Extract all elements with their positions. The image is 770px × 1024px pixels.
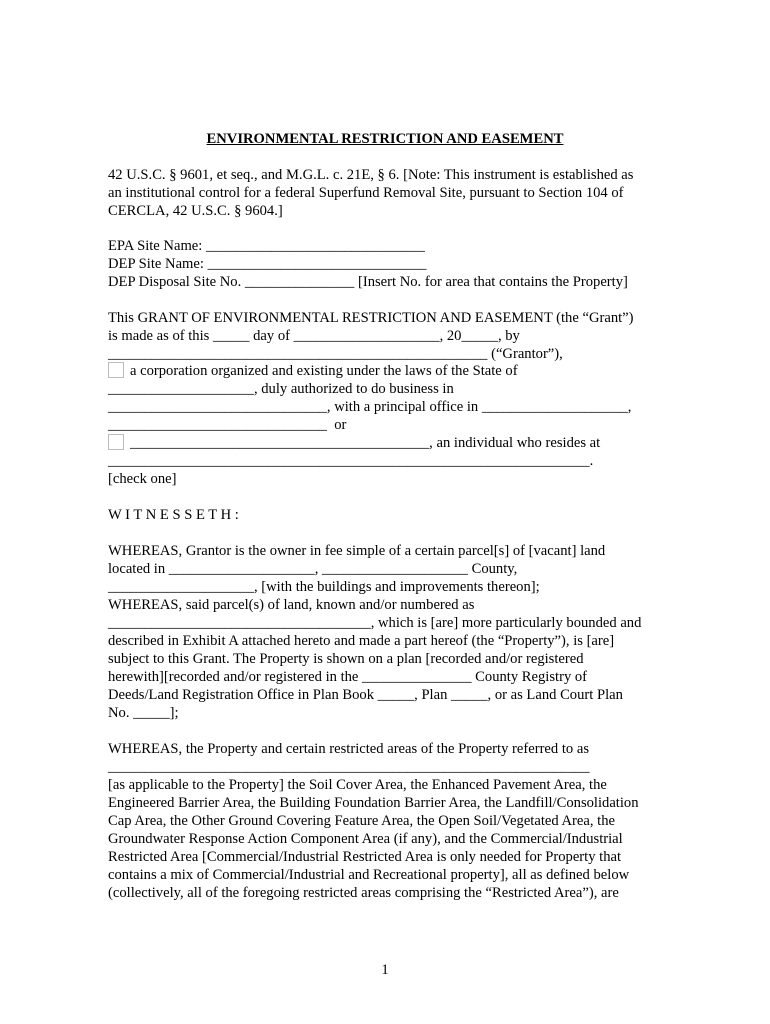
whereas-line: located in ____________________, ____________________ County, bbox=[108, 561, 518, 577]
corporation-option-line: ______________________________ or bbox=[108, 417, 347, 433]
epa-site-name: EPA Site Name: ______________________________ bbox=[108, 238, 425, 254]
whereas-line: Restricted Area [Commercial/Industrial Restricted Area is only needed for Property that bbox=[108, 849, 622, 865]
corporation-option-label: a corporation organized and existing under the laws of the State of bbox=[130, 363, 518, 379]
whereas-line: WHEREAS, Grantor is the owner in fee simple of a certain parcel[s] of [vacant] land bbox=[108, 543, 606, 559]
whereas-line: contains a mix of Commercial/Industrial and Recreational property], all as defined below bbox=[108, 867, 630, 883]
intro-line: CERCLA, 42 U.S.C. § 9604.] bbox=[108, 203, 283, 219]
document-title: ENVIRONMENTAL RESTRICTION AND EASEMENT bbox=[206, 131, 564, 147]
whereas-line: __________________________________________________________________ bbox=[108, 759, 590, 775]
whereas-line: subject to this Grant. The Property is shown on a plan [recorded and/or registered bbox=[108, 651, 584, 667]
corporation-option-line: ______________________________, with a principal office in ____________________, bbox=[108, 399, 632, 415]
whereas-line: (collectively, all of the foregoing restricted areas comprising the “Restricted Area”), are bbox=[108, 885, 619, 901]
whereas-line: No. _____]; bbox=[108, 705, 179, 721]
whereas-line: ____________________, [with the buildings and improvements thereon]; bbox=[108, 579, 540, 595]
corporation-checkbox[interactable] bbox=[108, 362, 124, 378]
dep-disposal-site-no: DEP Disposal Site No. _______________ [Insert No. for area that contains the Property] bbox=[108, 274, 628, 290]
whereas-line: WHEREAS, the Property and certain restricted areas of the Property referred to as bbox=[108, 741, 590, 757]
whereas-line: Groundwater Response Action Component Area (if any), and the Commercial/Industrial bbox=[108, 831, 623, 847]
whereas-line: Deeds/Land Registration Office in Plan Book _____, Plan _____, or as Land Court Plan bbox=[108, 687, 623, 703]
whereas-line: described in Exhibit A attached hereto and made a part hereof (the “Property”), is [are] bbox=[108, 633, 615, 649]
individual-option-line: __________________________________________________________________. bbox=[108, 453, 594, 469]
whereas-line: ____________________________________, which is [are] more particularly bounded and bbox=[108, 615, 642, 631]
individual-checkbox[interactable] bbox=[108, 434, 124, 450]
whereas-line: WHEREAS, said parcel(s) of land, known and/or numbered as bbox=[108, 597, 475, 613]
corporation-option-line: ____________________, duly authorized to do business in bbox=[108, 381, 454, 397]
whereas-line: [as applicable to the Property] the Soil Cover Area, the Enhanced Pavement Area, the bbox=[108, 777, 607, 793]
grant-line: is made as of this _____ day of ____________________, 20_____, by bbox=[108, 328, 520, 344]
whereas-line: Engineered Barrier Area, the Building Foundation Barrier Area, the Landfill/Consolidation bbox=[108, 795, 639, 811]
grant-line: ____________________________________________________ (“Grantor”), bbox=[108, 346, 563, 362]
whereas-line: Cap Area, the Other Ground Covering Feature Area, the Open Soil/Vegetated Area, the bbox=[108, 813, 615, 829]
whereas-line: herewith][recorded and/or registered in the _______________ County Registry of bbox=[108, 669, 588, 685]
intro-line: an institutional control for a federal Superfund Removal Site, pursuant to Section 104 of bbox=[108, 185, 624, 201]
individual-option-label: _________________________________________, an individual who resides at bbox=[130, 435, 601, 451]
intro-line: 42 U.S.C. § 9601, et seq., and M.G.L. c. 21E, § 6. [Note: This instrument is established as bbox=[108, 167, 634, 183]
check-one-note: [check one] bbox=[108, 471, 177, 487]
grant-line: This GRANT OF ENVIRONMENTAL RESTRICTION AND EASEMENT (the “Grant”) bbox=[108, 310, 634, 326]
page-number: 1 bbox=[381, 962, 389, 978]
dep-site-name: DEP Site Name: ______________________________ bbox=[108, 256, 427, 272]
witnesseth-heading: W I T N E S S E T H : bbox=[108, 507, 239, 523]
